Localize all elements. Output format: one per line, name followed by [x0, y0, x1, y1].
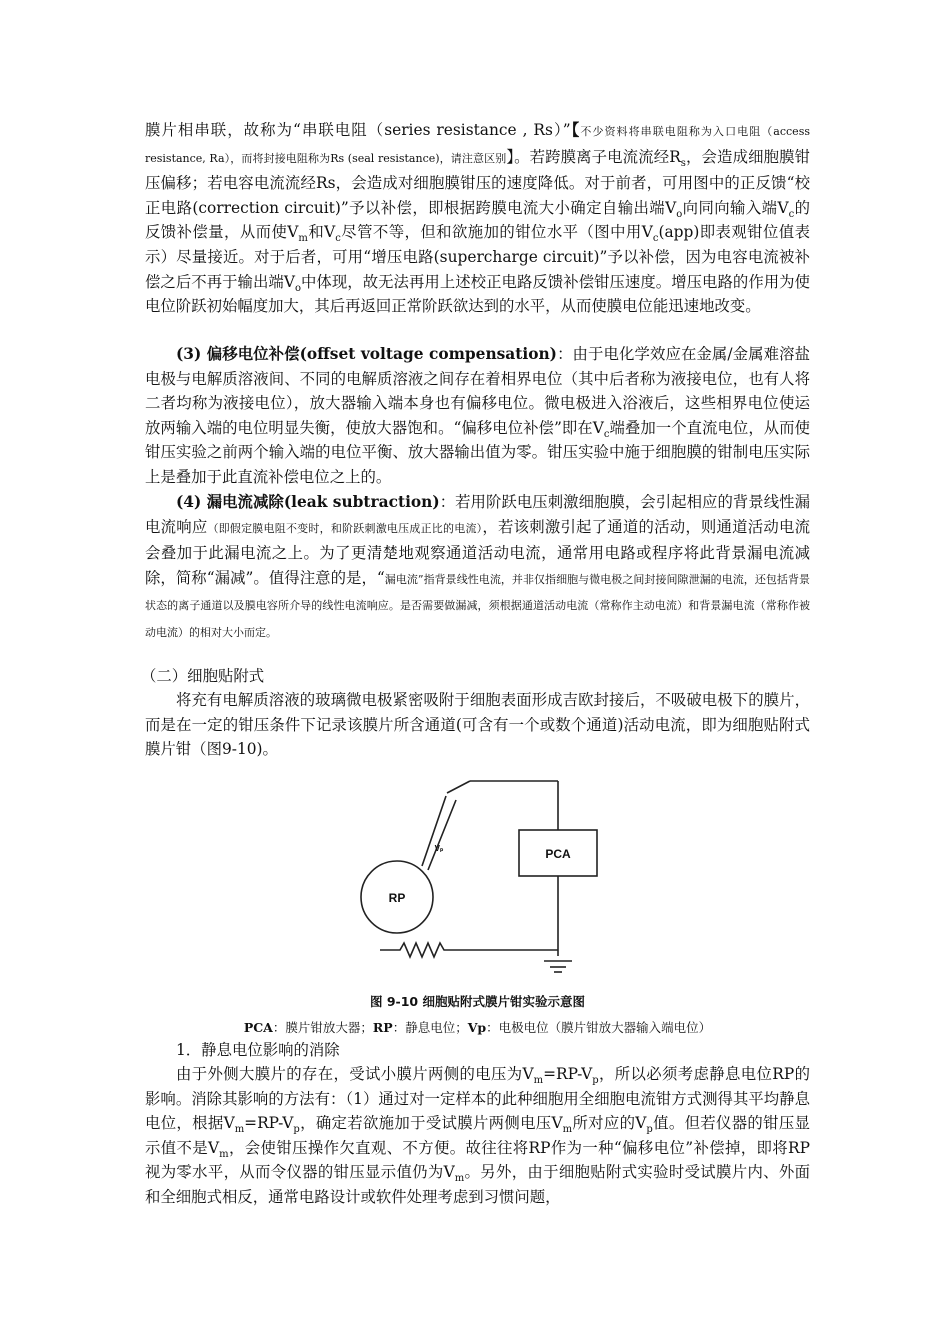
text-run: ：由于电化学效应在金属/金属难溶盐电极与电解质溶液间、不同的电解质溶液之间存在着相界电位（其中后者称为液接电位，也有人将二者均称为液接电位），放大器输入端本身也有偏移电位。微电极进入浴液后，这些相界电位使运放两输入端的电位明显失衡，使放大器饱和。“偏移电位补偿”即在V — [145, 345, 810, 437]
text-run: 膜片相串联，故称为“串联电阻（series resistance , Rs）” — [145, 121, 571, 139]
legend-key: PCA — [243, 1020, 273, 1035]
subscript: m — [234, 1124, 245, 1136]
patch-clamp-diagram — [350, 778, 610, 988]
legend-text: ：静息电位； — [392, 1020, 468, 1035]
text-run: 向同向输入端V — [682, 198, 789, 217]
subscript: m — [298, 233, 308, 245]
section-heading: （二）细胞贴附式 — [141, 667, 265, 685]
legend-key: Vp — [467, 1020, 487, 1035]
rp-label: RP — [388, 891, 406, 905]
paragraph-leak-subtraction — [145, 490, 810, 646]
subscript: p — [592, 1075, 599, 1086]
small-note: （即假定膜电阻不变时，和阶跃刺激电压成正比的电流） — [207, 521, 483, 535]
text-run: 的反馈补偿量，从而使V — [145, 198, 810, 242]
legend-key: RP — [372, 1020, 393, 1035]
vp-label: Vₚ — [434, 844, 444, 853]
text-run: 和V — [307, 223, 336, 242]
text-run: ，所以必须考虑静息电位RP的影响。消除其影响的方法有：（1）通过对一定样本的此种细胞用全细胞电流钳方式测得其平均静息电位，根据V — [145, 1065, 810, 1133]
subscript: p — [646, 1124, 653, 1136]
subscript: m — [533, 1075, 544, 1086]
text-run: =RP-V — [244, 1114, 294, 1133]
text-run: (app)即表观钳位值表示）尽量接近。对于后者，可用“增压电路(supercharge circuit)”予以补偿，因为电容电流被补偿之后不再于输出端V — [145, 223, 811, 291]
subscript: o — [676, 208, 683, 220]
text-run: 值。但若仪器的钳压显示值不是V — [145, 1114, 810, 1157]
figure-legend — [145, 1018, 810, 1036]
subsection-heading: 1．静息电位影响的消除 — [176, 1041, 340, 1059]
paragraph-offset-voltage — [145, 342, 810, 490]
figure-caption: 图 9-10 细胞贴附式膜片钳实验示意图 — [370, 994, 585, 1009]
subscript: m — [219, 1148, 229, 1160]
pca-label: PCA — [545, 847, 571, 861]
text-run: ，若该刺激引起了通道的活动，则通道活动电流会叠加于此漏电流之上。为了更清楚地观察通道活动电流，通常用电路或程序将此背景漏电流减除，简称“漏减”。值得注意的是，“ — [145, 517, 810, 587]
text-run: =RP-V — [543, 1065, 593, 1083]
text-run: ，会造成细胞膜钳压偏移；若电容电流流经Rs，会造成对细胞膜钳压的速度降低。对于前者，可用图中的正反馈“校正电路(correction circuit)”予以补偿，即根据跨膜电流大小确定自输出端V — [145, 147, 810, 217]
subscript: m — [562, 1124, 573, 1136]
subscript: m — [454, 1173, 465, 1185]
subscript: s — [680, 157, 686, 169]
text-run: ：若用阶跃电压刺激细胞膜，会引起相应的背景线性漏电流响应 — [145, 493, 810, 536]
paragraph-heading: (4) 漏电流减除(leak subtraction) — [176, 493, 440, 511]
legend-text: ：电极电位（膜片钳放大器输入端电位） — [486, 1020, 712, 1035]
text-run: 所对应的V — [572, 1114, 647, 1133]
paragraph-series-resistance — [145, 118, 810, 319]
text-run: 端叠加一个直流电位，从而使钳压实验之前两个输入端的电位平衡、放大器输出值为零。钳压实验中施于细胞膜的钳制电压实际上是叠加于此直流补偿电位之上的。 — [145, 418, 810, 486]
text-run: 】。若跨膜离子电流流经R — [506, 147, 681, 166]
subscript: c — [335, 233, 341, 245]
text-run: 。另外，由于细胞贴附式实验时受试膜片内、外面和全细胞式相反，通常电路设计或软件处理考虑到习惯问题， — [145, 1163, 810, 1206]
text-run: 中体现，故无法再用上述校正电路反馈补偿钳压速度。增压电路的作用为使电位阶跃初始幅度加大，其后再返回正常阶跃欲达到的水平，从而使膜电位能迅速地改变。 — [145, 272, 810, 316]
legend-text: ：膜片钳放大器； — [272, 1020, 373, 1035]
text-run: ，确定若欲施加于受试膜片两侧电压V — [299, 1114, 563, 1133]
bracket-open: 【 — [570, 121, 581, 139]
small-note: 不少资料将串联电阻称为入口电阻（access resistance, Ra），而将封接电阻称为Rs (seal resistance)，请注意区别 — [145, 125, 810, 165]
text-run: ，会使钳压操作欠直观、不方便。故往往将RP作为一种“偏移电位”补偿掉，即将RP视为零水平，从而令仪器的钳压显示值仍为V — [145, 1138, 810, 1182]
subscript: c — [652, 233, 659, 245]
subscript: c — [603, 428, 610, 440]
paragraph-resting-potential — [145, 1062, 810, 1210]
subscript: p — [293, 1124, 300, 1136]
subscript: c — [788, 208, 795, 220]
small-note: 漏电流”指背景线性电流，并非仅指细胞与微电极之间封接间隙泄漏的电流，还包括背景状态的离子通道以及膜电容所介导的线性电流响应。是否需要做漏减，须根据通道活动电流（常称作主动电流）和背景漏电流（常称作被动电流）的相对大小而定。 — [145, 572, 810, 639]
subscript: o — [294, 282, 301, 294]
paragraph-cell-attached: 将充有电解质溶液的玻璃微电极紧密吸附于细胞表面形成吉欧封接后，不吸破电极下的膜片，而是在一定的钳压条件下记录该膜片所含通道(可含有一个或数个通道)活动电流，即为细胞贴附式膜片钳（图9-10)。 — [145, 691, 810, 759]
electrode-lead — [447, 781, 470, 793]
paragraph-heading: (3) 偏移电位补偿(offset voltage compensation) — [176, 345, 557, 363]
text-run: 由于外侧大膜片的存在，受试小膜片两侧的电压为V — [176, 1065, 534, 1083]
resistor — [380, 943, 558, 957]
text-run: 尽管不等，但和欲施加的钳位水平（图中用V — [340, 223, 653, 242]
